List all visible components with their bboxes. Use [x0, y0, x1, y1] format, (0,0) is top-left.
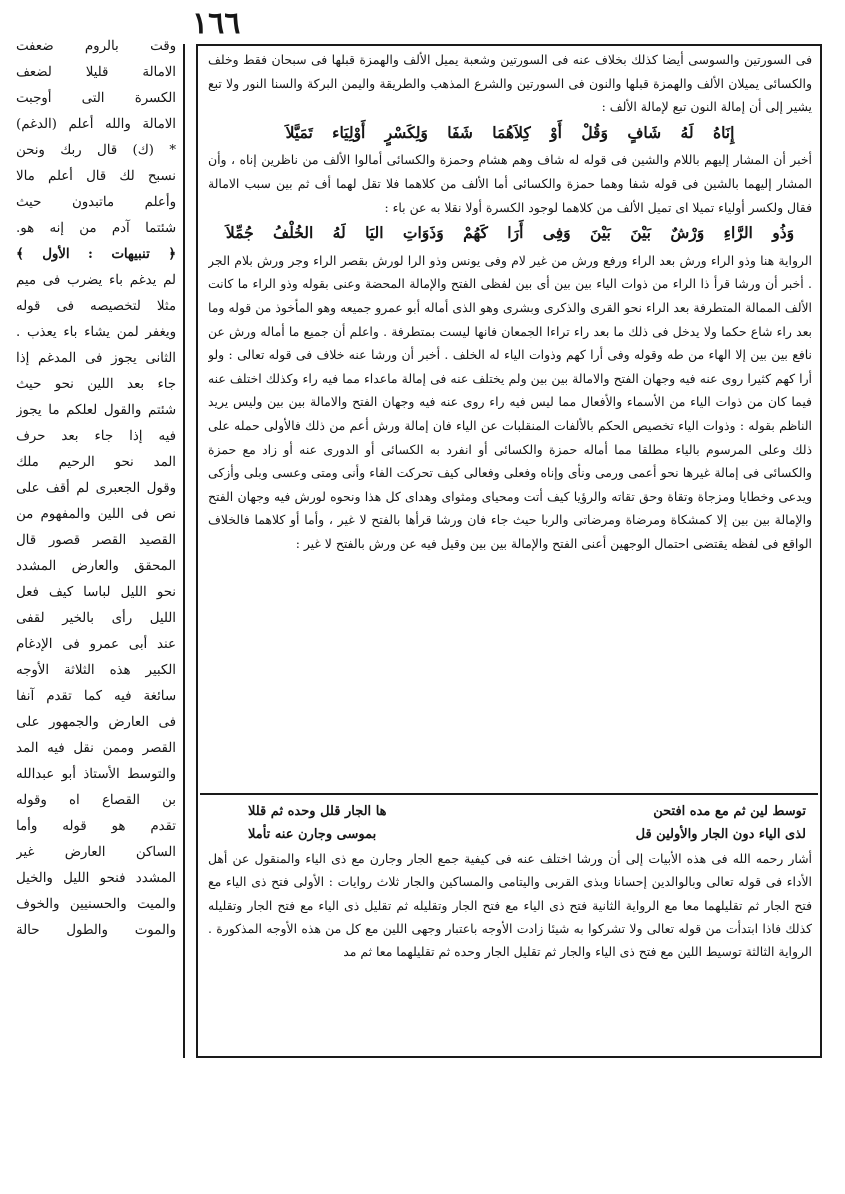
- side-line: القصيد القصر قصور قال: [16, 533, 176, 548]
- side-line: شئتم والقول لعلكم ما يجوز: [16, 403, 176, 418]
- side-line: المحقق والعارض المشدد: [16, 559, 176, 574]
- poem-line: وَذُو الرَّاءِ وَرْشٌ بَيْنَ بَيْنَ وَفِى أَرَا كَهُمْ وَذَوَاتِ اليَا لَهُ الخُلْفُ جُمِّلاَ: [225, 223, 795, 243]
- page-number: ١٦٦: [192, 6, 241, 41]
- verse-hemistich-left: ها الجار قلل وحده ثم قللا: [248, 804, 387, 819]
- side-line: وقول الجعبرى لم أقف على: [16, 481, 176, 496]
- main-paragraph: الرواية هنا وذو الراء ورش بعد الراء ورفع ورش من غير لام وفى يونس وذو الرا لورش بقصر الراء وجر ورش بلام الجر . أخبر أن ورشا قرأ ذا الراء من ذوات الياء بين بين أى بين لفظى الفتح والإمالة المحضة وعنى بقوله وذو الراء ما كانت الألف الممالة المتطرفة بعد الراء نحو القرى والذكرى وبشرى وهو الذى أماله أبو عمرو جميعه وهو المأخوذ من قوله وما بعد راء شاع حكما ولا يدخل فى ذلك ما بعد راء تراءا الجمعان فانها ليست بمتطرفة . واعلم أن جميع ما أماله ورش عن نافع بين بين إلا الهاء من طه وقوله وفى أرا كهم وذوات الياء له الخلف . أخبر أن ورشا عنه خلاف فى قوله تعالى : ولو أرا كهم كثيرا روى عنه فيه وجهان الفتح والامالة بين بين ولم يختلف عنه فى إمالة ماعداء مما فيه راء وكذلك اختلف عنه فيما كان من ذوات الياء من الأسماء والأفعال مما ليس فيه راء روى عنه فيه وجهان الفتح والامالة بين بين وليس يريد الناظم بقوله : وذوات الياء تخصيص الحكم بالألفات المنقلبات عن الياء فان إمالة ورش أعم من ذلك فالأولى حمله على ذلك وعلى المرسوم بالياء مطلقا مما أماله حمزة والكسائى أو انفرد به الكسائى أو الدورى عنه أو زاد مع حمزة والكسائى فى إمالة غيرها نحو أعمى ورمى ونأى وإناه وفعلى وفعالى كيف تحركت الفاء وأنى ومتى وعسى وبلى وأزكى ويدعى وخطايا ومزجاة وتقاة وحق تقاته والرؤيا كيف أتت ومحياى ومثواى وهداى كل هذا ونحوه لورش فيه وجهان الفتح والإمالة بين بين إلا كمشكاة ومرضاة ومرضاتى والربا حيث جاء فان ورشا قرأها بالفتح لا غير ، وأما أو كلاهما فالخلاف الواقع فى لفظه يقتضى احتمال الوجهين أعنى الفتح والإمالة بين بين وقيل فيه عن ورش بالفتح لا غير :: [208, 252, 812, 551]
- side-line: الامالة والله أعلم (الدغم): [16, 117, 176, 132]
- side-line: والتوسط الأستاذ أبو عبدالله: [16, 767, 176, 782]
- side-line: الكسرة التى أوجبت: [16, 91, 176, 106]
- side-heading: ﴿ تنبيهات : الأول ﴾: [16, 247, 176, 262]
- side-line: الثانى يجوز فى المدغم إذا: [16, 351, 176, 366]
- side-line: * (ك) قال ربك ونحن: [16, 143, 176, 158]
- side-line: المشدد فنحو الليل والخيل: [16, 871, 176, 886]
- side-line: نسبح لك قال أعلم مالا: [16, 169, 176, 184]
- side-line: فى العارض والجمهور على: [16, 715, 176, 730]
- side-line: القصر وممن نقل فيه المد: [16, 741, 176, 756]
- side-line: بن القصاع اه وقوله: [16, 793, 176, 808]
- main-paragraph: أخبر أن المشار إليهم باللام والشين فى قوله له شاف وهم هشام وحمزة والكسائى أمالوا الألف من ناظرين إناه ، وأن المشار إليهما بالشين فى قوله شفا وهما حمزة والكسائى أما الألف من كلاهما فلا تقل لهما أف ثم بين سبب الامالة فقال ولكسر أولياء تميلا اى تميل الألف من كلاهما لوجود الكسرة أولا نقلا به عن باء :: [208, 152, 812, 215]
- side-line: مثلا لتخصيصه فى قوله: [16, 299, 176, 314]
- side-column: [16, 34, 176, 1064]
- poem-line: إِنَاهُ لَهُ شَافٍ وَقُلْ أَوْ كِلاَهُمَا شَفَا وَلِكَسْرٍ أَوْلِيَاء تَمَيَّلاَ: [285, 122, 735, 142]
- side-line: ويغفر لمن يشاء باء يعذب .: [16, 325, 176, 340]
- side-line: نحو الليل لباسا كيف فعل: [16, 585, 176, 600]
- side-column-rule: [183, 44, 185, 1058]
- commentary-verse: [208, 800, 812, 823]
- main-text-block: [208, 48, 812, 788]
- side-line: لم يدغم باء يضرب فى ميم: [16, 273, 176, 288]
- commentary-block: [208, 800, 812, 1052]
- verse-hemistich-right: توسط لين ثم مع مده افتحن: [653, 804, 806, 819]
- side-line: الكبير هذه الثلاثة الأوجه: [16, 663, 176, 678]
- verse-hemistich-right: لذى الياء دون الجار والأولين قل: [635, 827, 806, 843]
- side-line: وأعلم ماتبدون حيث: [16, 195, 176, 210]
- side-line: تقدم هو قوله وأما: [16, 819, 176, 834]
- commentary-verse: [208, 823, 812, 846]
- side-line: المد نحو الرحيم ملك: [16, 455, 176, 470]
- side-line: فيه إذا جاء بعد حرف: [16, 429, 176, 444]
- verse-hemistich-left: بموسى وجارن عنه تأملا: [248, 827, 377, 843]
- side-line: الليل رأى بالخير لقفى: [16, 611, 176, 626]
- side-line: والموت والطول حالة: [16, 923, 176, 938]
- main-paragraph: فى السورتين والسوسى أيضا كذلك بخلاف عنه فى السورتين وشعبة يميل الألف والهمزة قبلها فى سبحان فقط وخلف والكسائى يميلان الألف والهمزة قبلها والنون فى السورتين والشرع المذهب والطريقة واليمن البركة والسنا النور ولا تبع يشير إلى أن إمالة النون تبع لإمالة الألف :: [208, 52, 812, 115]
- section-divider: [200, 793, 818, 795]
- side-line: الامالة قليلا لضعف: [16, 65, 176, 80]
- side-line: عند أبى عمرو فى الإدغام: [16, 637, 176, 652]
- side-line: سائغة فيه كما تقدم آنفا: [16, 689, 176, 704]
- commentary-paragraph: أشار رحمه الله فى هذه الأبيات إلى أن ورشا اختلف عنه فى كيفية جمع الجار وجارن مع ذى الياء والمنقول عن أهل الأداء فى قوله تعالى وبالوالدين إحسانا وبذى القربى واليتامى والمساكين والجار ثلاث روايات : الأولى فتح ذى الياء مع فتح الجار ثم تقليلهما معا مع الرواية الثانية فتح ذى الياء مع فتح الجار وتقليله ثم تقليل ذى الياء مع فتح الجار وتقليله كذلك فاذا ابتدأت من قوله تعالى ولا تشركوا به شيئا زادت الأوجه باعتبار وجهى اللين مع كل من هذه الأوجه المذكورة . الرواية الثالثة توسيط اللين مع فتح ذى الياء والجار ثم تقليل الجار وحده ثم تقليلهما معا ثم مد: [208, 850, 812, 960]
- side-line: الساكن العارض غير: [16, 845, 176, 860]
- side-line: شئتما آدم من إنه هو.: [16, 221, 176, 236]
- side-line: جاء بعد اللين نحو حيث: [16, 377, 176, 392]
- side-line: والميت والحسنيين والخوف: [16, 897, 176, 912]
- side-line: وقت بالروم ضعفت: [16, 39, 176, 54]
- side-line: نص فى اللين والمفهوم من: [16, 507, 176, 522]
